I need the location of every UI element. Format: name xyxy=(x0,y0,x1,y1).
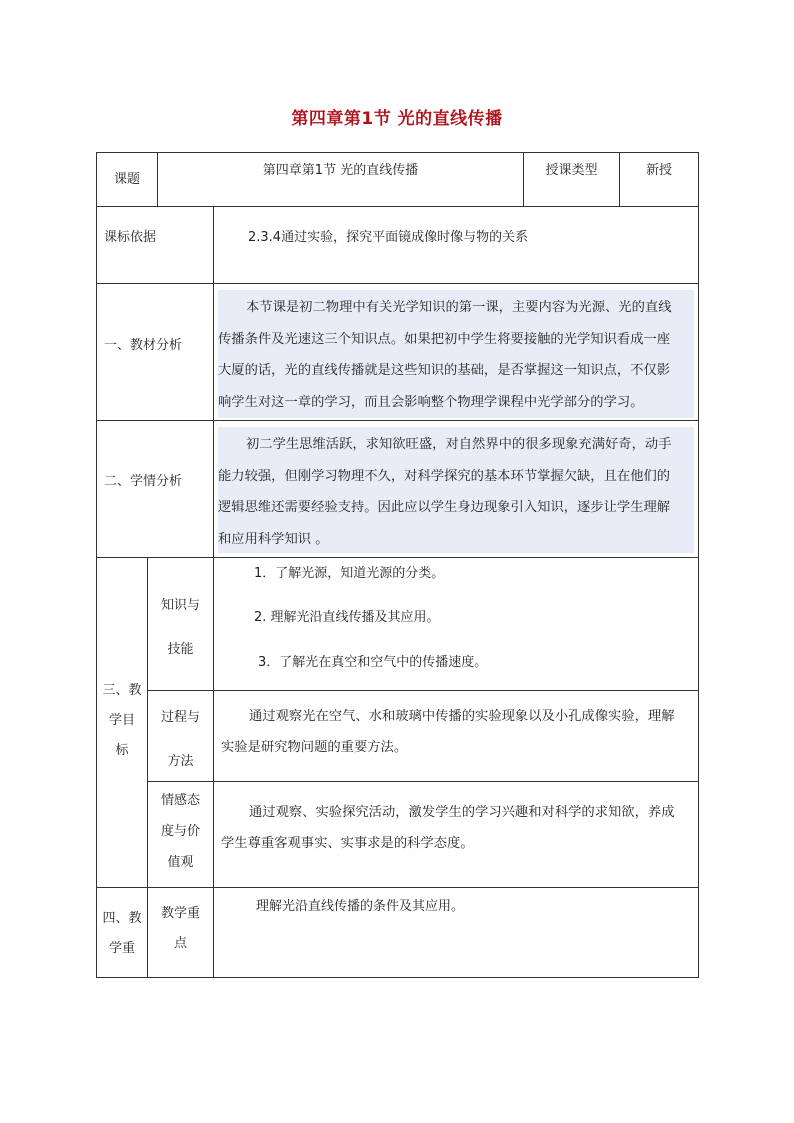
teaching-goals-label xyxy=(97,676,147,766)
page-title: 第四章第1节 光的直线传播 xyxy=(291,109,503,129)
standard-value: 2.3.4通过实验，探究平面镜成像时像与物的关系 xyxy=(248,230,529,245)
paragraph-line: 大厦的话，光的直线传播就是这些知识的基础，是否掌握这一知识点，不仅影 xyxy=(218,363,671,378)
paragraph-line: 通过观察、实验探究活动，激发学生的学习兴趣和对科学的求知欲，养成 xyxy=(249,805,675,820)
label-line: 值观 xyxy=(167,855,194,870)
label-line: 技能 xyxy=(167,642,194,657)
label-line: 情感态 xyxy=(160,793,200,808)
textbook-analysis-label: 一、教材分析 xyxy=(104,338,183,353)
label-line: 过程与 xyxy=(160,710,200,725)
teaching-key-label xyxy=(97,904,147,964)
row-divider xyxy=(96,887,699,888)
process-methods-text xyxy=(221,701,693,763)
goal-item: 1．了解光源，知道光源的分类。 xyxy=(254,566,445,581)
paragraph-line: 响学生对这一章的学习，而且会影响整个物理学课程中光学部分的学习。 xyxy=(218,394,644,410)
goal-item: 2. 理解光沿直线传播及其应用。 xyxy=(254,610,440,625)
key-point-label xyxy=(148,899,213,959)
student-analysis-text xyxy=(218,425,694,555)
topic-label: 课题 xyxy=(113,171,140,187)
table-border-bottom xyxy=(96,977,699,978)
paragraph-line: 学生尊重客观事实、实事求是的科学态度。 xyxy=(221,836,474,851)
paragraph-line: 传播条件及光速这三个知识点。如果把初中学生将要接触的光学知识看成一座 xyxy=(218,331,671,347)
row-divider xyxy=(96,420,699,421)
label-line: 方法 xyxy=(167,754,194,769)
paragraph-line: 逻辑思维还需要经验支持。因此应以学生身边现象引入知识，逐步让学生理解 xyxy=(218,500,671,515)
row-divider xyxy=(96,557,699,558)
row-divider xyxy=(96,283,699,284)
paragraph-line: 实验是研究物问题的重要方法。 xyxy=(221,740,408,755)
textbook-analysis-text xyxy=(218,288,694,418)
topic-value: 第四章第1节 光的直线传播 xyxy=(262,163,419,179)
key-point-value: 理解光沿直线传播的条件及其应用。 xyxy=(256,899,465,914)
goal-item: 3．了解光在真空和空气中的传播速度。 xyxy=(258,655,488,670)
student-analysis-label: 二、学情分析 xyxy=(104,474,183,489)
label-line: 教学重 xyxy=(160,906,200,921)
process-methods-label xyxy=(148,696,213,784)
label-line: 三、教 xyxy=(102,683,142,698)
paragraph-line: 和应用科学知识 。 xyxy=(218,531,329,547)
label-line: 标 xyxy=(115,743,129,758)
lesson-type-value: 新授 xyxy=(645,163,672,179)
lesson-type-label: 授课类型 xyxy=(545,163,598,179)
paragraph-line: 通过观察光在空气、水和玻璃中传播的实验现象以及小孔成像实验，理解 xyxy=(249,709,675,724)
label-line: 学目 xyxy=(108,713,135,728)
table-border-right xyxy=(698,152,699,978)
label-line: 四、教 xyxy=(102,911,142,926)
attitude-values-text xyxy=(221,797,693,859)
label-line: 度与价 xyxy=(160,824,200,839)
row-divider xyxy=(147,781,699,782)
label-line: 点 xyxy=(173,936,187,951)
column-divider xyxy=(213,557,214,977)
row-divider xyxy=(96,206,699,207)
table-border-left xyxy=(96,152,97,978)
column-divider xyxy=(213,206,214,557)
paragraph-line: 能力较强，但刚学习物理不久，对科学探究的基本环节掌握欠缺，且在他们的 xyxy=(218,468,671,484)
attitude-values-label xyxy=(148,785,213,878)
paragraph-line: 本节课是初二物理中有关光学知识的第一课，主要内容为光源、光的直线 xyxy=(246,300,672,315)
knowledge-skills-label xyxy=(148,584,213,672)
label-line: 知识与 xyxy=(160,598,200,613)
row-divider xyxy=(147,690,699,691)
label-line: 学重 xyxy=(108,941,135,956)
paragraph-line: 初二学生思维活跃，求知欲旺盛，对自然界中的很多现象充满好奇，动手 xyxy=(246,437,672,452)
standard-label: 课标依据 xyxy=(104,230,157,245)
